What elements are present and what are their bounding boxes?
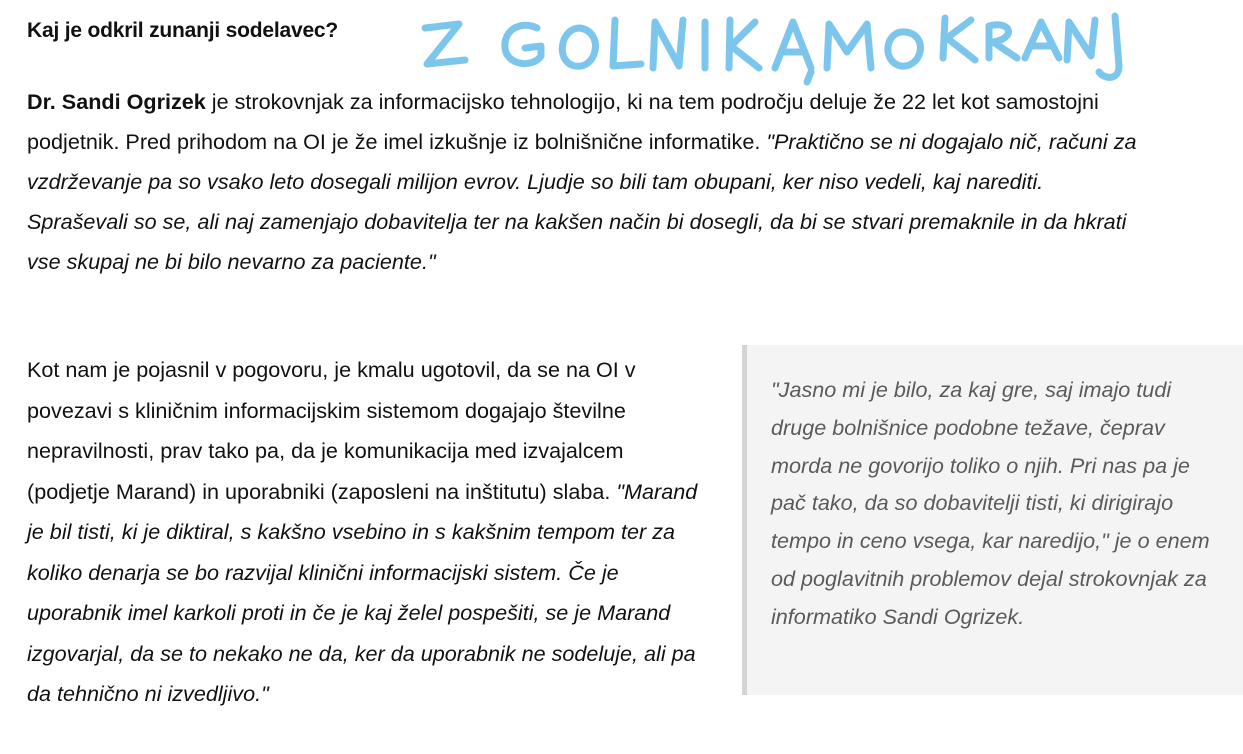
body-quote: "Marand je bil tisti, ki je diktiral, s kakšno vsebino in s kakšnim tempom ter za koliko denarja se bo razvijal klinični informacijski sistem. Če je uporabnik imel karkoli proti in če je kaj želel pospešiti, se je Marand izgovarjal, da se to nekako ne da, ker da uporabnik ne sodeluje, ali pa da tehnično ni izvedljivo." — [27, 478, 698, 706]
body-text: Kot nam je pojasnil v pogovoru, je kmalu ugotovil, da se na OI v povezavi s kliničnim informacijskim sistemom dogajajo številne nepravilnosti, prav tako pa, da je komunikacija med izvajalcem (podjetje Marand) in uporabniki (zaposleni na inštitutu) slaba. — [27, 357, 636, 504]
lead-quote: "Praktično se ni dogajalo nič, računi za vzdrževanje pa so vsako leto dosegali milijon evrov. Ljudje so bili tam obupani, ker niso vedeli, kaj narediti. Spraševali so se, ali naj zamenjajo dobavitelja ter na kakšen način bi dosegli, da bi se stvari premaknile in da hkrati vse skupaj ne bi bilo nevarno za paciente." — [27, 129, 1137, 274]
handwritten-annotation — [415, 6, 1135, 86]
lead-text: je strokovnjak za informacijsko tehnologijo, ki na tem področju deluje že 22 let kot samostojni podjetnik. Pred prihodom na OI je že imel izkušnje iz bolnišnične informatike. — [27, 89, 1099, 154]
body-paragraph — [27, 350, 707, 715]
person-name: Dr. Sandi Ogrizek — [27, 89, 206, 114]
handwritten-annotation-drawing — [415, 6, 1135, 86]
lead-paragraph — [27, 82, 1137, 282]
pull-quote-box — [742, 345, 1243, 695]
pull-quote-text: "Jasno mi je bilo, za kaj gre, saj imajo tudi druge bolnišnice podobne težave, čeprav morda ne govorijo toliko o njih. Pri nas pa je pač tako, da so dobavitelji tisti, ki dirigirajo tempo in ceno vsega, kar naredijo," je o enem od poglavitnih problemov dejal strokovnjak za informatiko Sandi Ogrizek. — [771, 377, 1210, 629]
section-heading: Kaj je odkril zunanji sodelavec? — [27, 19, 339, 42]
